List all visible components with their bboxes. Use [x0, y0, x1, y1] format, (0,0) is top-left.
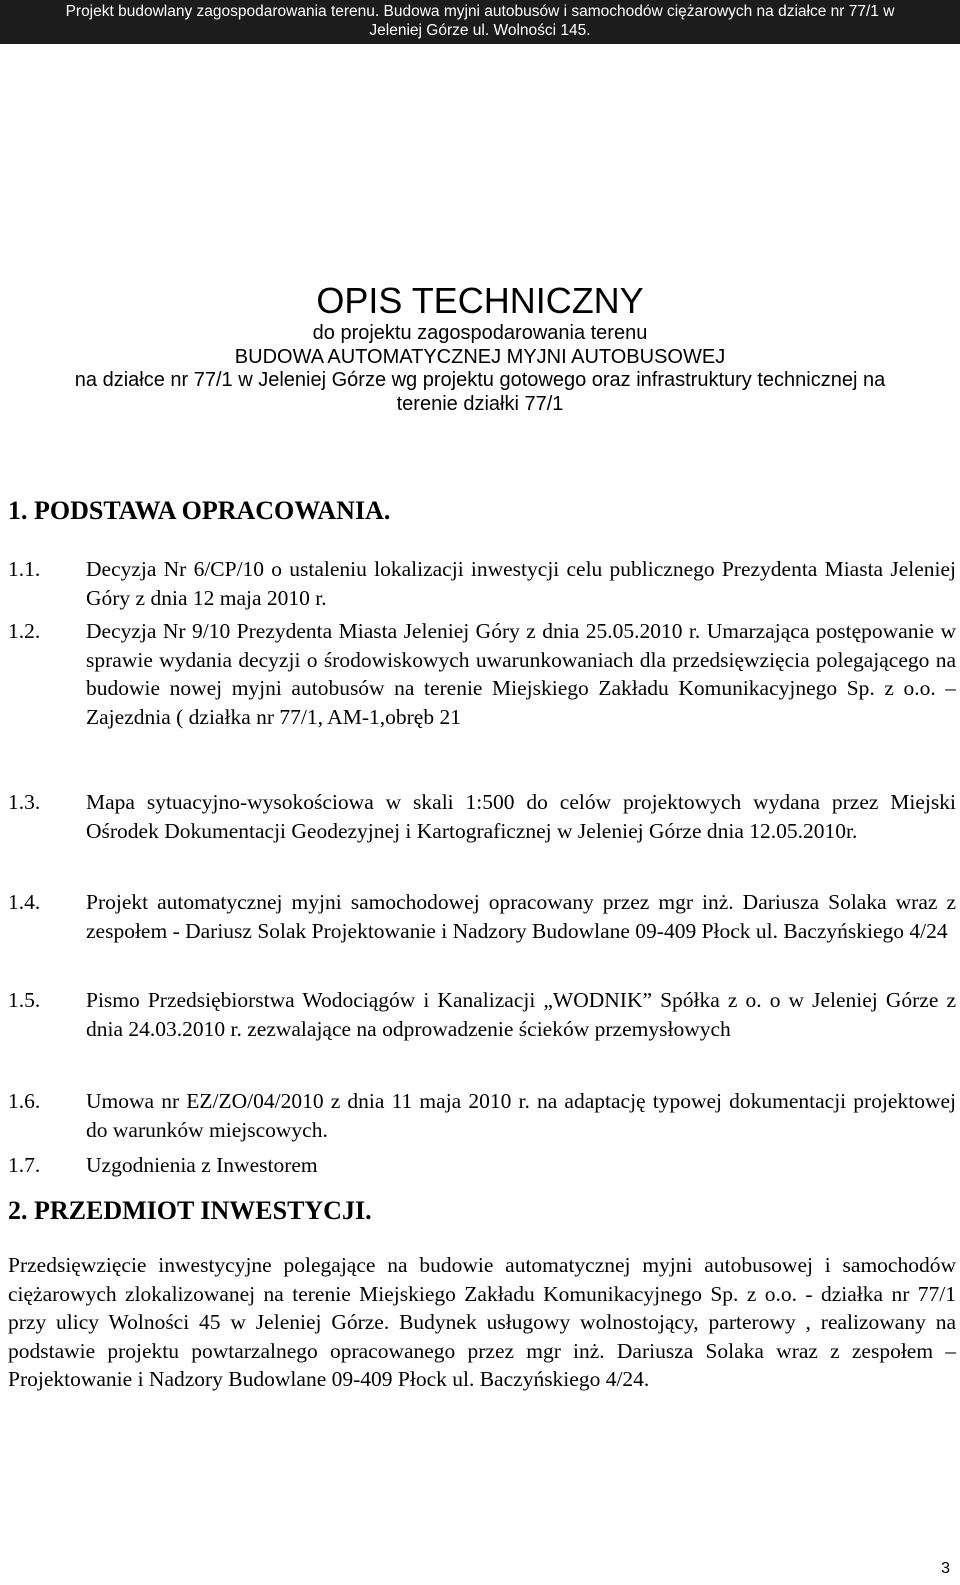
list-item-text: Projekt automatycznej myjni samochodowej opracowany przez mgr inż. Dariusza Solaka wraz z zespołem - Dariusz Solak Projektowanie i Nadzory Budowlane 09-409 Płock ul. Baczyńskiego 4/24 — [86, 890, 956, 943]
list-item — [8, 555, 956, 612]
list-item-text: Uzgodnienia z Inwestorem — [86, 1153, 318, 1177]
header-line-2: Jeleniej Górze ul. Wolności 145. — [369, 22, 591, 39]
title-subline-4: terenie działki 77/1 — [396, 392, 564, 415]
header-line-1: Projekt budowlany zagospodarowania terenu. Budowa myjni autobusów i samochodów ciężarowych na działce nr 77/1 w — [65, 3, 895, 20]
list-item-text: Decyzja Nr 9/10 Prezydenta Miasta Jeleniej Góry z dnia 25.05.2010 r. Umarzająca postępowanie w sprawie wydania decyzji o środowiskowych uwarunkowaniach dla przedsięwzięcia polegającego na budowie nowej myjni autobusów na terenie Miejskiego Zakładu Komunikacyjnego Sp. z o.o. – Zajezdnia ( działka nr 77/1, AM-1,obręb 21 — [86, 619, 956, 729]
list-item — [8, 986, 956, 1043]
list-item — [8, 1151, 956, 1180]
title-subline-2: BUDOWA AUTOMATYCZNEJ MYJNI AUTOBUSOWEJ — [234, 345, 726, 368]
list-item-text: Umowa nr EZ/ZO/04/2010 z dnia 11 maja 2010 r. na adaptację typowej dokumentacji projektowej do warunków miejscowych. — [86, 1089, 956, 1142]
list-item-number: 1.5. — [8, 988, 41, 1012]
list-item-text: Decyzja Nr 6/CP/10 o ustaleniu lokalizacji inwestycji celu publicznego Prezydenta Miasta Jeleniej Góry z dnia 12 maja 2010 r. — [86, 557, 956, 610]
title-subline-1: do projektu zagospodarowania terenu — [312, 322, 648, 344]
section-2-paragraph: Przedsięwzięcie inwestycyjne polegające na budowie automatycznej myjni autobusowej i samochodów ciężarowych zlokalizowanej na terenie Miejskiego Zakładu Komunikacyjnego Sp. z o.o. - działka nr 77/1 przy ulicy Wolności 45 w Jeleniej Górze. Budynek usługowy wolnostojący, parterowy , realizowany na podstawie projektu powtarzalnego opracowanego przez mgr inż. Dariusza Solaka wraz z zespołem – Projektowanie i Nadzory Budowlane 09-409 Płock ul. Baczyńskiego 4/24. — [8, 1253, 956, 1391]
list-item-text: Pismo Przedsiębiorstwa Wodociągów i Kanalizacji „WODNIK” Spółka z o. o w Jeleniej Górze z dnia 24.03.2010 r. zezwalające na odprowadzenie ścieków przemysłowych — [86, 988, 956, 1041]
list-item-number: 1.2. — [8, 619, 41, 643]
list-item-number: 1.6. — [8, 1089, 41, 1113]
section-2-heading: 2. PRZEDMIOT INWESTYCJI. — [8, 1196, 372, 1225]
list-item — [8, 617, 956, 731]
list-item — [8, 1087, 956, 1144]
page-number: 3 — [941, 1560, 950, 1577]
document-title: OPIS TECHNICZNY — [316, 280, 644, 321]
list-item — [8, 788, 956, 845]
section-1-heading: 1. PODSTAWA OPRACOWANIA. — [8, 496, 391, 525]
page-header — [0, 0, 960, 44]
list-item-text: Mapa sytuacyjno-wysokościowa w skali 1:500 do celów projektowych wydana przez Miejski Ośrodek Dokumentacji Geodezyjnej i Kartograficznej w Jeleniej Górze dnia 12.05.2010r. — [86, 790, 956, 843]
list-item-number: 1.7. — [8, 1153, 41, 1177]
list-item-number: 1.3. — [8, 790, 41, 814]
list-item — [8, 888, 956, 945]
list-item-number: 1.4. — [8, 890, 41, 914]
title-subline-3: na działce nr 77/1 w Jeleniej Górze wg projektu gotowego oraz infrastruktury technicznej na — [74, 369, 886, 391]
list-item-number: 1.1. — [8, 557, 41, 581]
title-block — [0, 280, 960, 416]
